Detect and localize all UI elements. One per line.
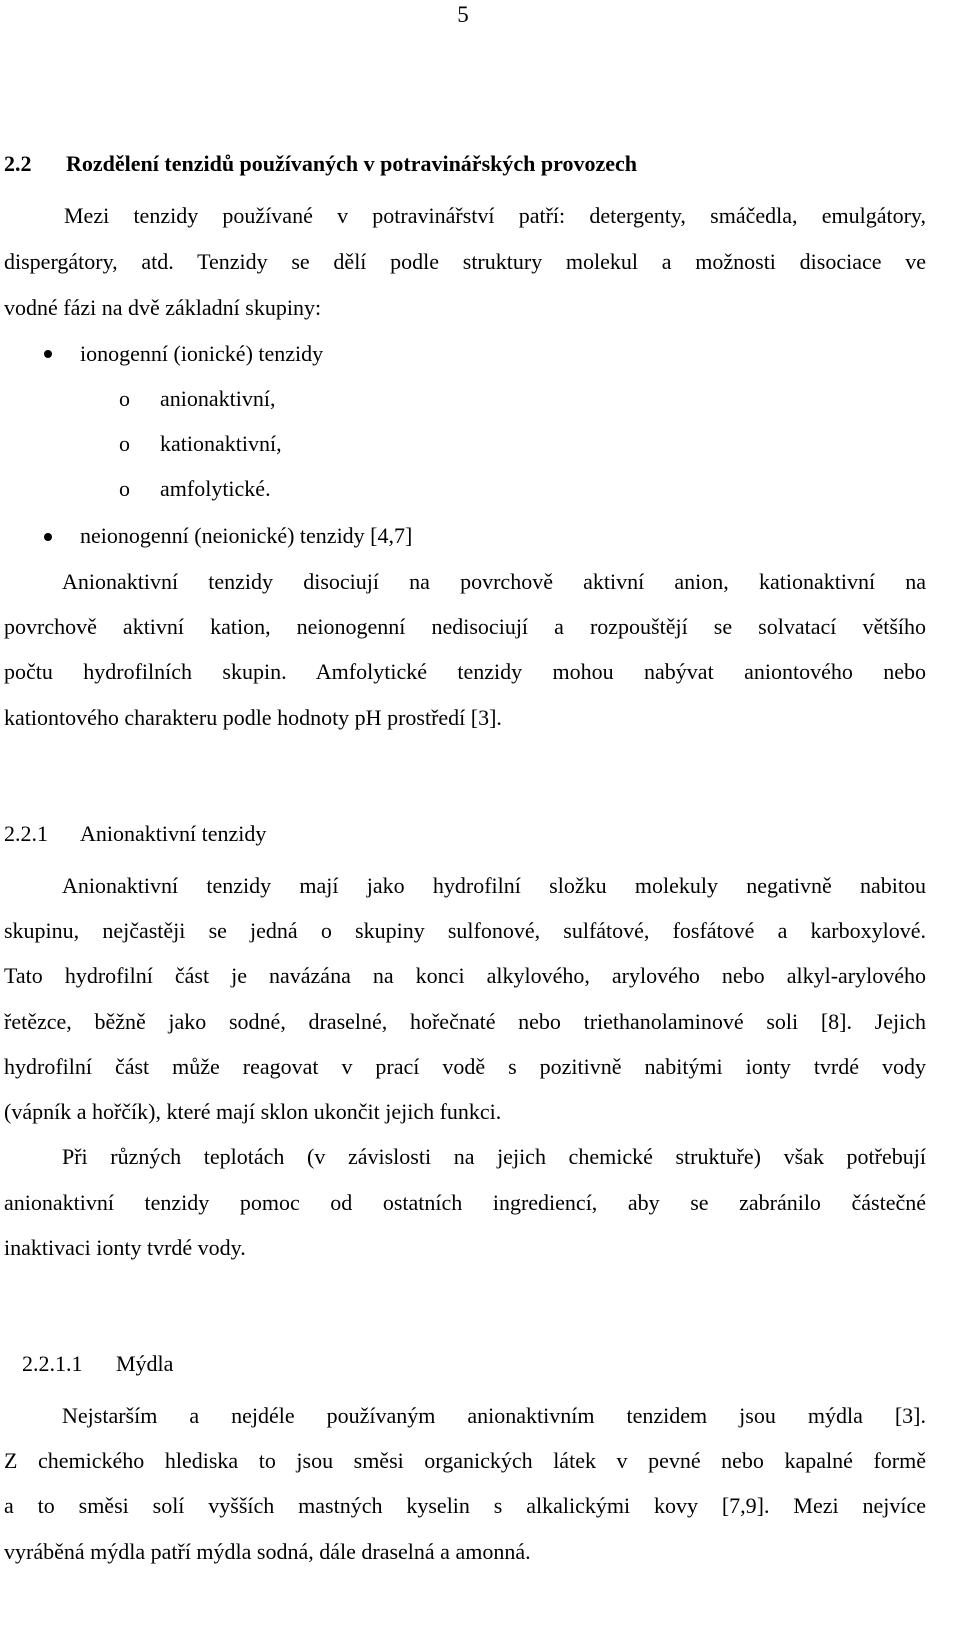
bullet-dot: [44, 350, 52, 358]
paragraph-line: (vápník a hořčík), které mají sklon ukončit jejich funkci.: [4, 1099, 502, 1124]
paragraph-line: inaktivaci ionty tvrdé vody.: [4, 1235, 246, 1260]
section-title: Rozdělení tenzidů používaných v potravinářských provozech: [66, 151, 638, 176]
subsection-title: Anionaktivní tenzidy: [80, 821, 267, 846]
paragraph-line: řetězce, běžně jako sodné, draselné, hořečnaté nebo triethanolaminové soli [8]. Jejich: [4, 1009, 926, 1034]
paragraph-line: Anionaktivní tenzidy disociují na povrchově aktivní anion, kationaktivní na: [62, 569, 926, 594]
bullet-label: ionogenní (ionické) tenzidy: [80, 341, 324, 366]
sub-bullet-label: kationaktivní,: [160, 431, 282, 456]
paragraph-line: Při různých teplotách (v závislosti na jejich chemické struktuře) však potřebují: [62, 1144, 926, 1169]
bullet-dot: [44, 533, 52, 541]
intro-line: vodné fázi na dvě základní skupiny:: [4, 295, 322, 320]
paragraph-line: a to směsi solí vyšších mastných kyselin s alkalickými kovy [7,9]. Mezi nejvíce: [4, 1493, 926, 1518]
page-number: 5: [457, 2, 469, 27]
sub-bullet-marker: o: [119, 431, 130, 456]
paragraph-line: povrchově aktivní kation, neionogenní nedisociují a rozpouštějí se solvatací většího: [4, 614, 926, 639]
intro-line: dispergátory, atd. Tenzidy se dělí podle struktury molekul a možnosti disociace ve: [4, 249, 926, 274]
paragraph-line: hydrofilní část může reagovat v prací vodě s pozitivně nabitými ionty tvrdé vody: [4, 1054, 926, 1079]
paragraph-line: Tato hydrofilní část je navázána na konci alkylového, arylového nebo alkyl-arylového: [4, 963, 926, 988]
subsubsection-heading: [22, 1350, 822, 1378]
paragraph-line: anionaktivní tenzidy pomoc od ostatních ingrediencí, aby se zabránilo částečné: [4, 1190, 926, 1215]
subsubsection-title: Mýdla: [116, 1351, 174, 1376]
paragraph-line: Anionaktivní tenzidy mají jako hydrofilní složku molekuly negativně nabitou: [62, 873, 926, 898]
paragraph-line: skupinu, nejčastěji se jedná o skupiny sulfonové, sulfátové, fosfátové a karboxylové.: [4, 918, 926, 943]
paragraph-line: vyráběná mýdla patří mýdla sodná, dále draselná a amonná.: [4, 1539, 531, 1564]
sub-bullet-marker: o: [119, 476, 130, 501]
sub-bullet-label: amfolytické.: [160, 476, 271, 501]
bullet-label: neionogenní (neionické) tenzidy [4,7]: [80, 523, 413, 548]
section-number: 2.2: [4, 151, 32, 176]
subsubsection-number: 2.2.1.1: [22, 1351, 83, 1376]
section-heading: [4, 150, 926, 178]
paragraph-line: počtu hydrofilních skupin. Amfolytické tenzidy mohou nabývat aniontového nebo: [4, 659, 926, 684]
subsection-heading: [4, 820, 926, 848]
subsection-number: 2.2.1: [4, 821, 48, 846]
sub-bullet-label: anionaktivní,: [160, 386, 276, 411]
paragraph-line: kationtového charakteru podle hodnoty pH prostředí [3].: [4, 705, 502, 730]
paragraph-line: Nejstarším a nejdéle používaným anionaktivním tenzidem jsou mýdla [3].: [62, 1403, 926, 1428]
paragraph-line: Z chemického hlediska to jsou směsi organických látek v pevné nebo kapalné formě: [4, 1448, 926, 1473]
intro-line: Mezi tenzidy používané v potravinářství patří: detergenty, smáčedla, emulgátory,: [64, 203, 926, 228]
sub-bullet-marker: o: [119, 386, 130, 411]
